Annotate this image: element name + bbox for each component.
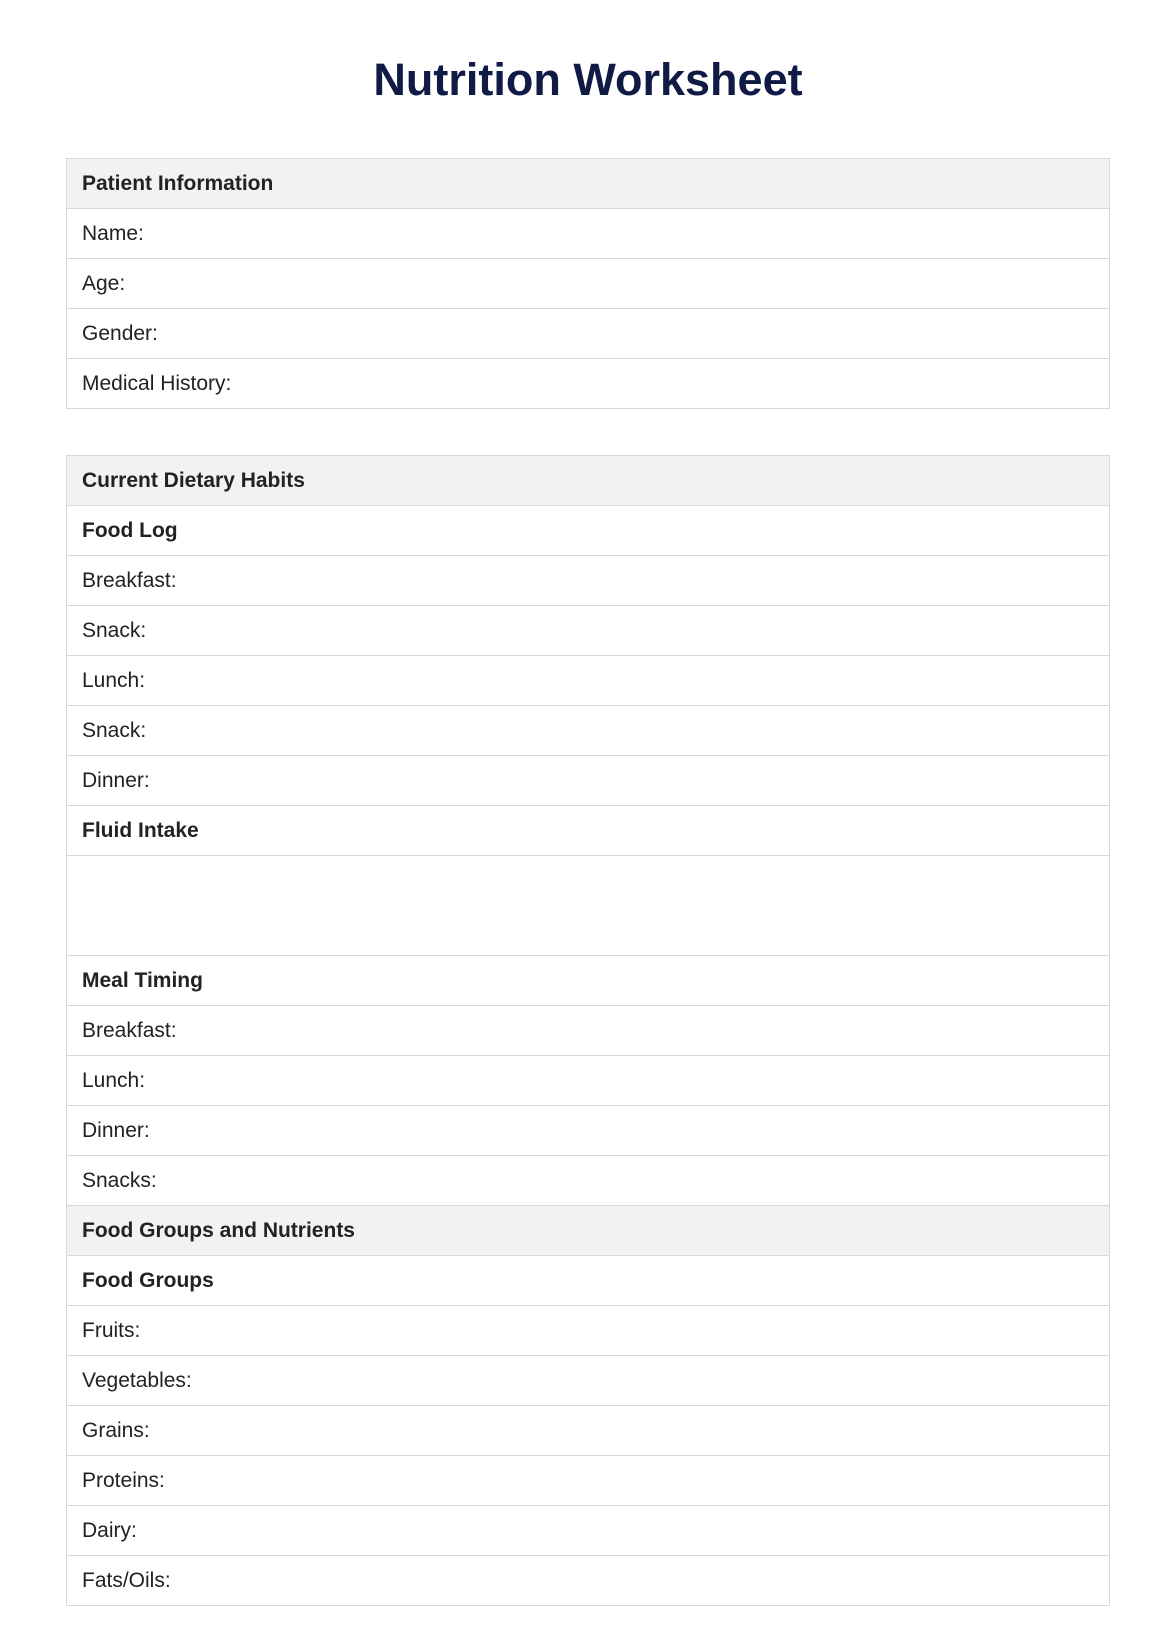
proteins-field[interactable]: Proteins: <box>67 1455 1109 1505</box>
patient-information-table <box>66 158 1110 409</box>
dietary-habits-table <box>66 455 1110 1606</box>
food-groups-heading: Food Groups <box>67 1255 1109 1305</box>
food-log-snack-field-2[interactable]: Snack: <box>67 705 1109 755</box>
meal-timing-dinner-field[interactable]: Dinner: <box>67 1105 1109 1155</box>
dairy-field[interactable]: Dairy: <box>67 1505 1109 1555</box>
food-log-heading: Food Log <box>67 505 1109 555</box>
name-field[interactable]: Name: <box>67 208 1109 258</box>
patient-information-heading: Patient Information <box>67 159 1109 208</box>
food-log-snack-field[interactable]: Snack: <box>67 605 1109 655</box>
age-field[interactable]: Age: <box>67 258 1109 308</box>
meal-timing-heading: Meal Timing <box>67 955 1109 1005</box>
meal-timing-lunch-field[interactable]: Lunch: <box>67 1055 1109 1105</box>
meal-timing-snacks-field[interactable]: Snacks: <box>67 1155 1109 1205</box>
fats-oils-field[interactable]: Fats/Oils: <box>67 1555 1109 1605</box>
food-log-breakfast-field[interactable]: Breakfast: <box>67 555 1109 605</box>
meal-timing-breakfast-field[interactable]: Breakfast: <box>67 1005 1109 1055</box>
fluid-intake-field[interactable] <box>67 855 1109 955</box>
gender-field[interactable]: Gender: <box>67 308 1109 358</box>
food-log-lunch-field[interactable]: Lunch: <box>67 655 1109 705</box>
grains-field[interactable]: Grains: <box>67 1405 1109 1455</box>
vegetables-field[interactable]: Vegetables: <box>67 1355 1109 1405</box>
fruits-field[interactable]: Fruits: <box>67 1305 1109 1355</box>
medical-history-field[interactable]: Medical History: <box>67 358 1109 408</box>
current-dietary-habits-heading: Current Dietary Habits <box>67 456 1109 505</box>
food-log-dinner-field[interactable]: Dinner: <box>67 755 1109 805</box>
food-groups-nutrients-heading: Food Groups and Nutrients <box>67 1205 1109 1255</box>
fluid-intake-heading: Fluid Intake <box>67 805 1109 855</box>
page-title: Nutrition Worksheet <box>373 54 803 105</box>
